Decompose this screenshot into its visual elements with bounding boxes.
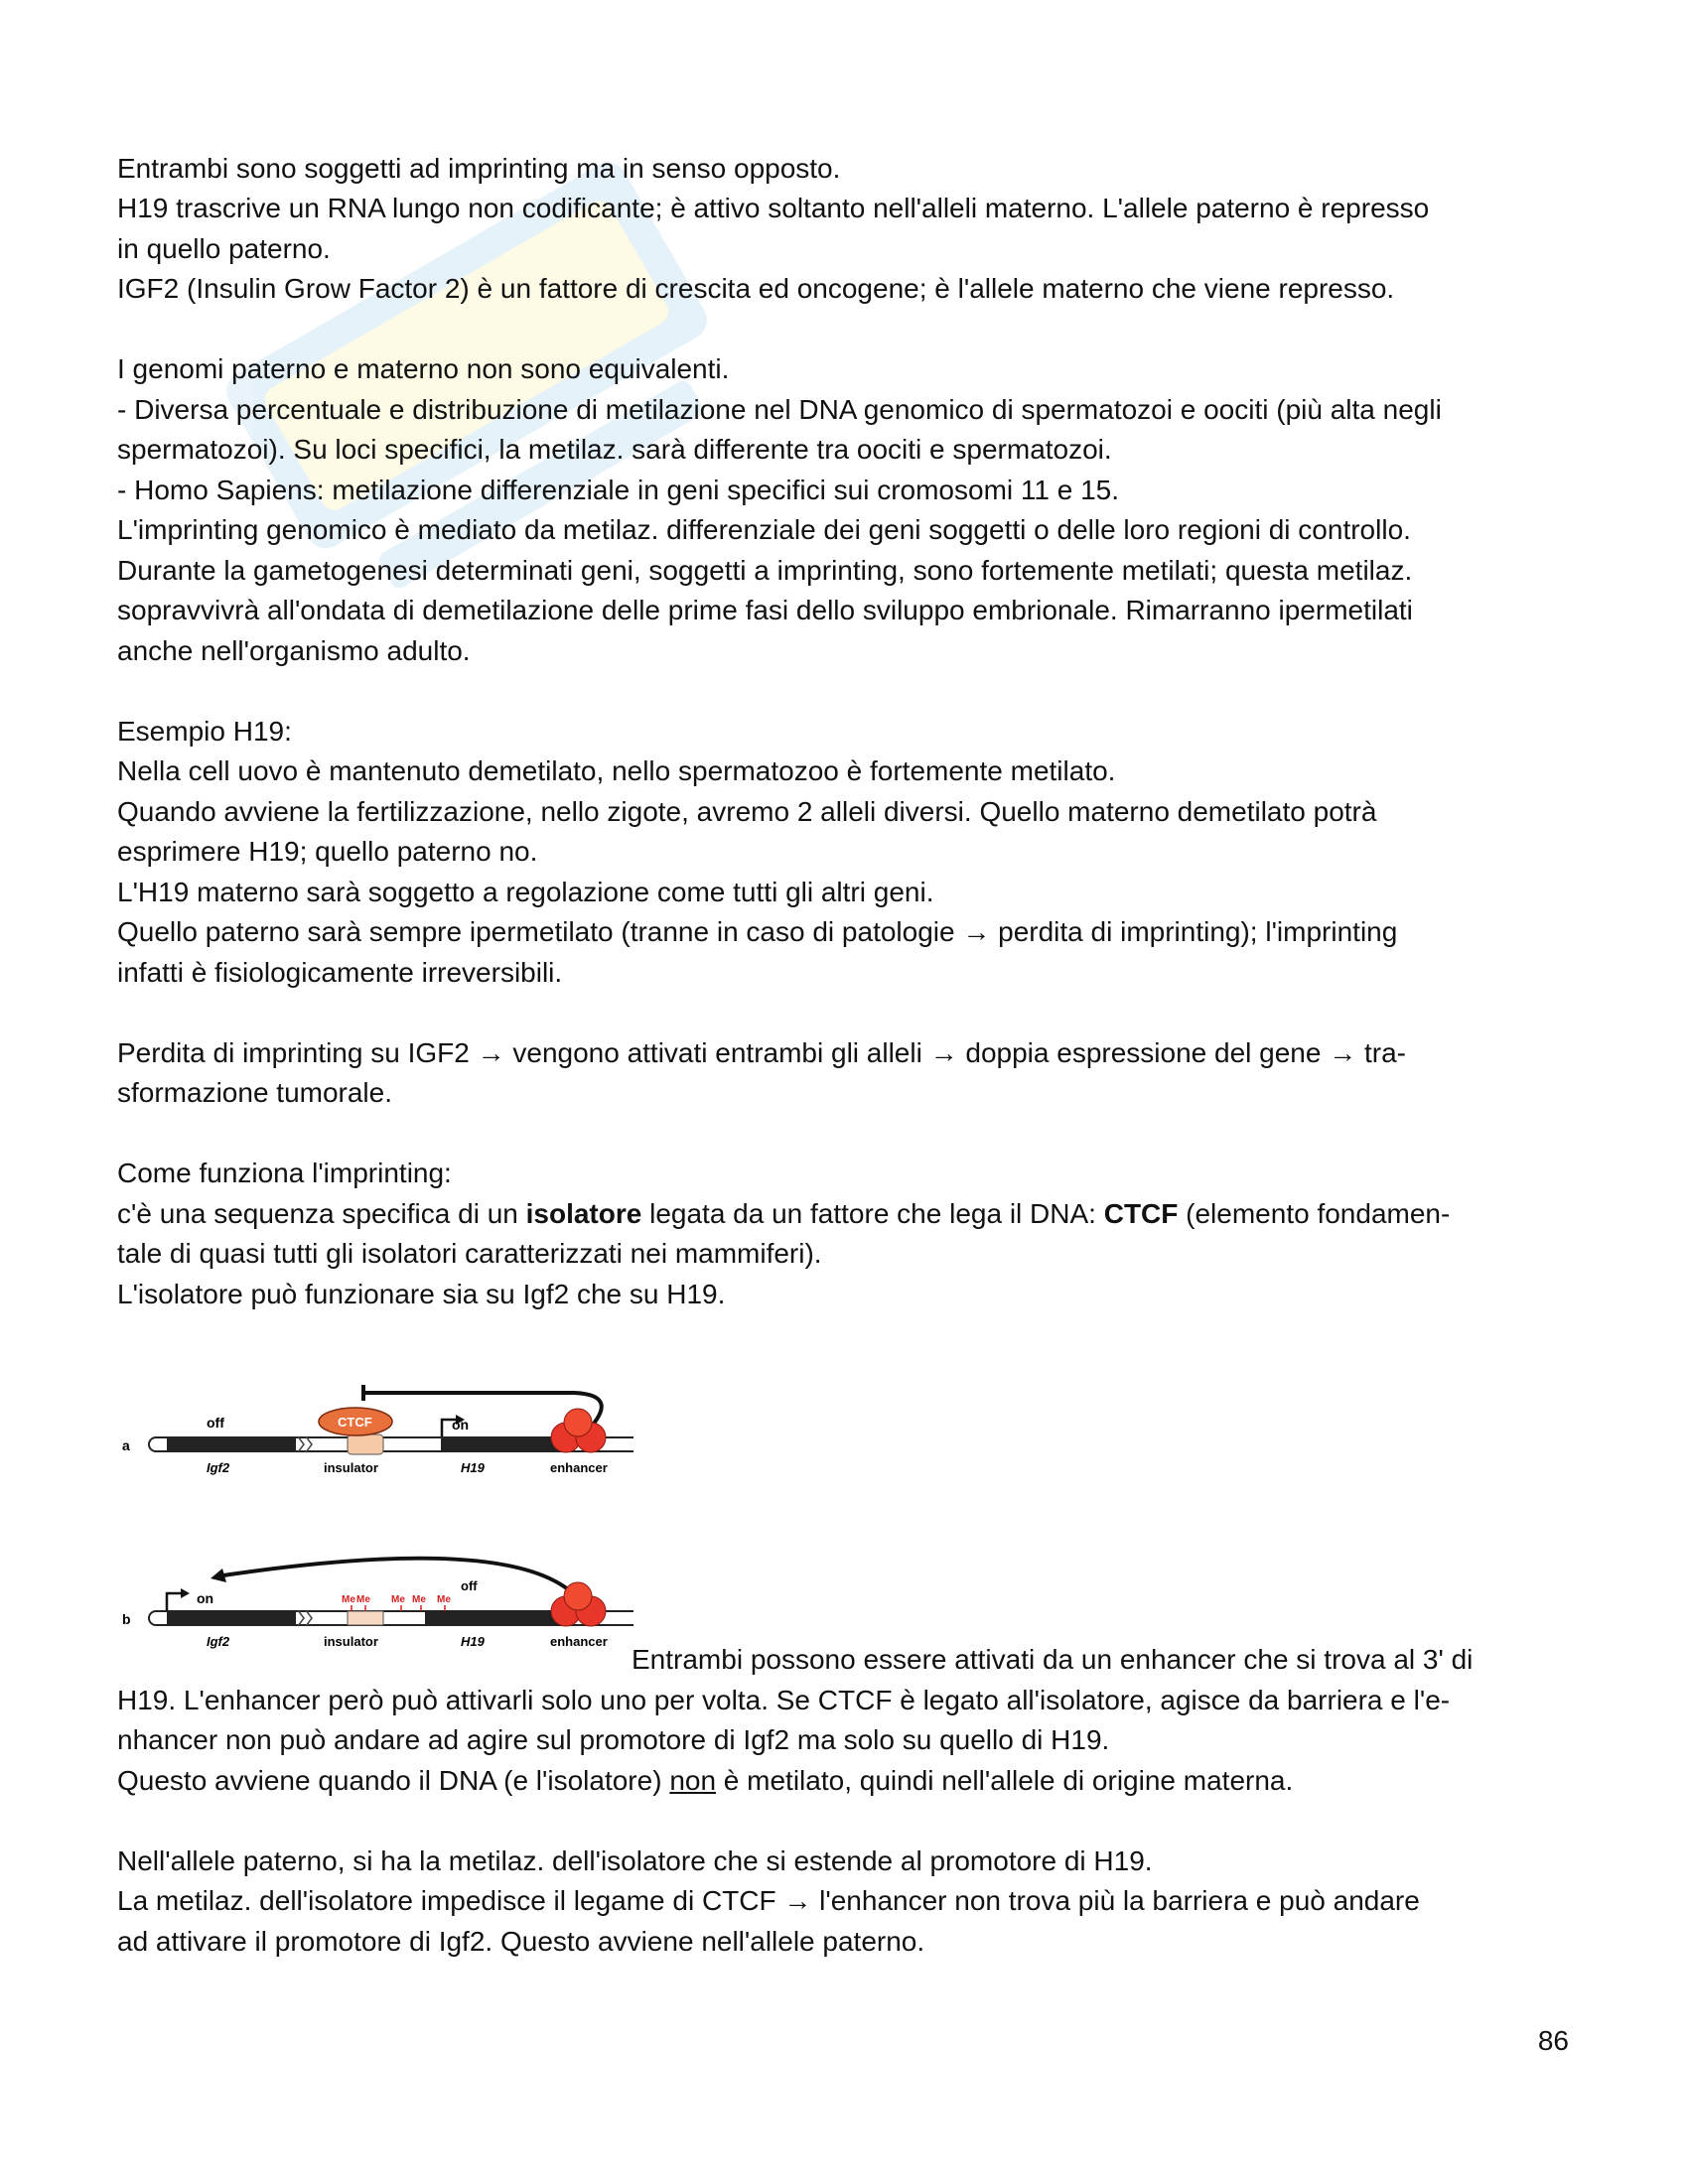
text-line: L'imprinting genomico è mediato da metilaz. differenziale dei geni soggetti o delle loro regioni di controllo. — [117, 514, 1411, 545]
text-line: L'isolatore può funzionare sia su Igf2 che su H19. — [117, 1279, 726, 1309]
text-line: esprimere H19; quello paterno no. — [117, 836, 538, 867]
enhancer-complex — [551, 1582, 606, 1626]
text-line: - Homo Sapiens: metilazione differenziale in geni specifici sui cromosomi 11 e 15. — [117, 475, 1120, 505]
text-run: c'è una sequenza specifica di un — [117, 1198, 526, 1229]
gene-label-igf2: Igf2 — [207, 1634, 230, 1649]
term-isolatore: isolatore — [525, 1198, 642, 1229]
text-line: Quando avviene la fertilizzazione, nello zigote, avremo 2 alleli diversi. Quello materno demetilato potrà — [117, 796, 1377, 827]
underlined-non: non — [669, 1765, 717, 1796]
text-line: Nella cell uovo è mantenuto demetilato, nello spermatozoo è fortemente metilato. — [117, 755, 1116, 786]
text-line: Entrambi sono soggetti ad imprinting ma in senso opposto. — [117, 153, 841, 184]
text-line: Durante la gametogenesi determinati geni, soggetti a imprinting, sono fortemente metilati; questa metilaz. — [117, 555, 1413, 586]
h19-gene-block — [425, 1611, 558, 1625]
text-line: Quello paterno sarà sempre ipermetilato (tranne in caso di patologie → perdita di imprinting); l'imprinting — [117, 916, 1398, 947]
methyl-mark: Me — [342, 1594, 355, 1605]
gene-label-h19: H19 — [461, 1460, 485, 1475]
methyl-mark: Me — [391, 1594, 405, 1605]
text-line: - Diversa percentuale e distribuzione di metilazione nel DNA genomico di spermatozoi e oociti (più alta negli — [117, 394, 1442, 425]
gene-label-enhancer: enhancer — [550, 1460, 608, 1475]
text-run: (elemento fondamen- — [1178, 1198, 1451, 1229]
text-line: I genomi paterno e materno non sono equivalenti. — [117, 353, 730, 384]
h19-off-label: off — [461, 1578, 478, 1593]
text-line: H19. L'enhancer però può attivarli solo uno per volta. Se CTCF è legato all'isolatore, agisce da barriera e l'e- — [117, 1685, 1451, 1715]
h19-on-label: on — [452, 1417, 470, 1433]
igf2-on-label: on — [197, 1590, 214, 1606]
text-line: H19 trascrive un RNA lungo non codificante; è attivo soltanto nell'alleli materno. L'allele paterno è represso — [117, 193, 1430, 223]
text-line — [117, 1761, 1293, 1802]
insulator-element — [348, 1611, 383, 1625]
text-line: in quello paterno. — [117, 233, 331, 264]
gene-label-igf2: Igf2 — [207, 1460, 230, 1475]
figure-a-insulator-model — [117, 1365, 633, 1479]
text-line: Esempio H19: — [117, 716, 292, 747]
text-line: L'H19 materno sarà soggetto a regolazione come tutti gli altri geni. — [117, 877, 934, 907]
text-run: legata da un fattore che lega il DNA: — [641, 1198, 1104, 1229]
igf2-promoter-arrow — [167, 1593, 183, 1610]
methyl-mark: Me — [412, 1594, 426, 1605]
gene-label-enhancer: enhancer — [550, 1634, 608, 1649]
figure-b-methylated-model — [117, 1539, 633, 1653]
text-line: spermatozoi). Su loci specifici, la metilaz. sarà differente tra oociti e spermatozoi. — [117, 434, 1112, 465]
text-line: nhancer non può andare ad agire sul promotore di Igf2 ma solo su quello di H19. — [117, 1724, 1110, 1755]
igf2-gene-block — [167, 1437, 296, 1451]
methyl-mark: Me — [437, 1594, 451, 1605]
text-run: Questo avviene quando il DNA (e l'isolatore) — [117, 1765, 670, 1796]
gene-label-h19: H19 — [461, 1634, 485, 1649]
page-number: 86 — [1537, 2025, 1569, 2056]
text-line: ad attivare il promotore di Igf2. Questo avviene nell'allele paterno. — [117, 1926, 925, 1957]
igf2-gene-block — [167, 1611, 296, 1625]
term-ctcf: CTCF — [1103, 1198, 1179, 1229]
panel-letter-a: a — [122, 1437, 130, 1453]
text-line: La metilaz. dell'isolatore impedisce il legame di CTCF → l'enhancer non trova più la barriera e può andare — [117, 1885, 1420, 1916]
text-line: sformazione tumorale. — [117, 1077, 393, 1108]
panel-letter-b: b — [122, 1611, 131, 1627]
gene-label-insulator: insulator — [324, 1460, 378, 1475]
h19-gene-block — [441, 1437, 558, 1451]
text-line: anche nell'organismo adulto. — [117, 635, 471, 666]
text-line: infatti è fisiologicamente irreversibili. — [117, 957, 563, 988]
text-line: Perdita di imprinting su IGF2 → vengono attivati entrambi gli alleli → doppia espressione del gene → tra- — [117, 1037, 1406, 1068]
insulator-element — [348, 1434, 383, 1454]
text-line: sopravvivrà all'ondata di demetilazione delle prime fasi dello sviluppo embrionale. Rimarranno ipermetilati — [117, 595, 1413, 625]
text-run: è metilato, quindi nell'allele di origine materna. — [716, 1765, 1294, 1796]
text-line: tale di quasi tutti gli isolatori caratterizzati nei mammiferi). — [117, 1238, 822, 1269]
text-line — [117, 1194, 1450, 1235]
text-line: Come funziona l'imprinting: — [117, 1158, 452, 1188]
gene-label-insulator: insulator — [324, 1634, 378, 1649]
text-line: Entrambi possono essere attivati da un enhancer che si trova al 3' di — [632, 1644, 1474, 1675]
text-line: IGF2 (Insulin Grow Factor 2) è un fattore di crescita ed oncogene; è l'allele materno che viene represso. — [117, 273, 1395, 304]
igf2-off-label: off — [207, 1415, 224, 1431]
ctcf-label: CTCF — [338, 1415, 372, 1430]
methyl-mark: Me — [356, 1594, 370, 1605]
text-line: Nell'allele paterno, si ha la metilaz. dell'isolatore che si estende al promotore di H19. — [117, 1845, 1153, 1876]
